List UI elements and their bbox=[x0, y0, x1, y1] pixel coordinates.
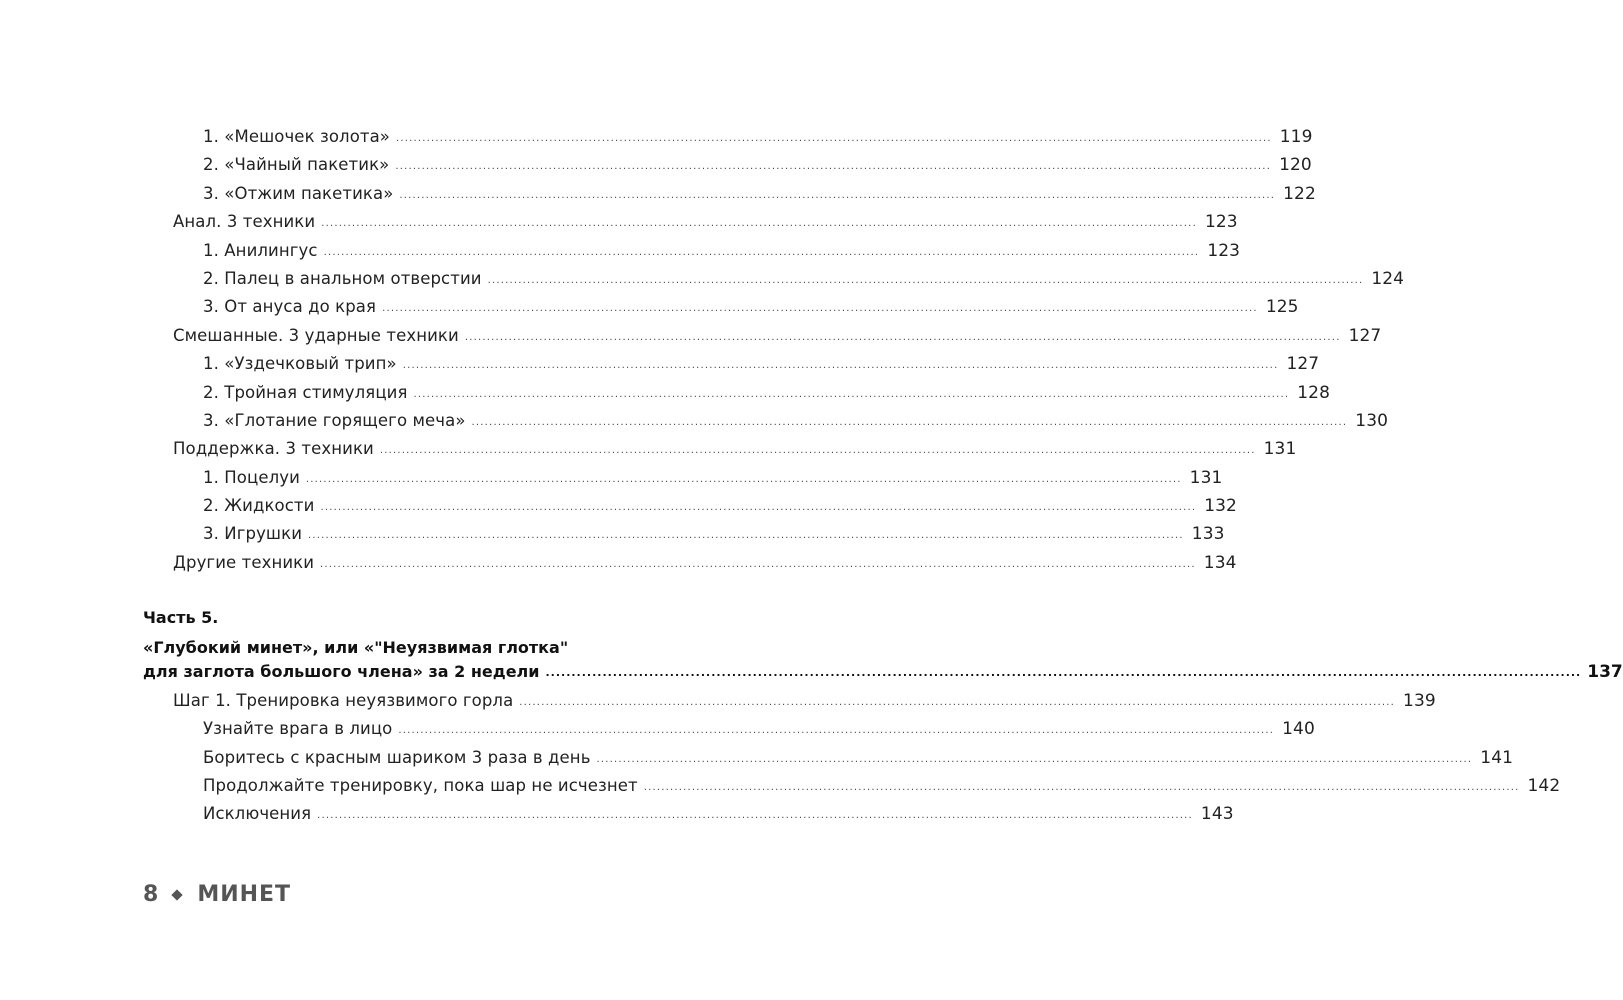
toc-entry-title: Шаг 1. Тренировка неуязвимого горла bbox=[173, 691, 514, 710]
toc-entry-page: 134 bbox=[1203, 553, 1237, 573]
toc-leader-dots: ........................................................................................................................................................................................................ bbox=[308, 530, 1184, 541]
toc-leader-dots: ........................................................................................................................................................................................................ bbox=[382, 303, 1258, 314]
toc-entry bbox=[203, 524, 1225, 550]
toc-leader-dots: ........................................................................................................................................................................................................ bbox=[396, 133, 1272, 144]
toc-entry bbox=[203, 776, 1561, 802]
toc-leader-dots: ........................................................................................................................................................................................................ bbox=[545, 666, 1582, 679]
toc-entry bbox=[203, 297, 1299, 323]
toc-section-entry bbox=[173, 691, 1436, 717]
toc-entry-page: 127 bbox=[1348, 326, 1382, 346]
toc-entry-title: Исключения bbox=[203, 804, 312, 823]
toc-entry-page: 125 bbox=[1265, 297, 1299, 317]
toc-entry-page: 122 bbox=[1283, 184, 1316, 204]
toc-leader-dots: ........................................................................................................................................................................................................ bbox=[399, 190, 1276, 201]
toc-leader-dots: ........................................................................................................................................................................................................ bbox=[379, 445, 1256, 456]
toc-leader-dots: ........................................................................................................................................................................................................ bbox=[395, 161, 1272, 172]
toc-leader-dots: ........................................................................................................................................................................................................ bbox=[402, 360, 1279, 371]
toc-entry bbox=[203, 184, 1316, 210]
toc-section-entry bbox=[173, 212, 1238, 238]
toc-entry-title: Поддержка. 3 техники bbox=[173, 439, 374, 458]
toc-entry-page: 120 bbox=[1279, 155, 1312, 175]
toc-leader-dots: ........................................................................................................................................................................................................ bbox=[305, 474, 1182, 485]
page-number: 8 bbox=[143, 882, 160, 907]
toc-entry-page: 143 bbox=[1200, 804, 1234, 824]
running-title: МИНЕТ bbox=[197, 882, 292, 907]
toc-entry-title: 3. Игрушки bbox=[203, 524, 303, 543]
toc-entry-title: Узнайте врага в лицо bbox=[203, 719, 393, 738]
toc-section-entry bbox=[173, 326, 1382, 352]
toc-entry-page: 124 bbox=[1371, 269, 1405, 289]
toc-entry-title: 2. «Чайный пакетик» bbox=[203, 155, 390, 174]
toc-entry bbox=[203, 411, 1389, 437]
toc-entry-page: 140 bbox=[1282, 719, 1315, 739]
toc-entry-title: Анал. 3 техники bbox=[173, 212, 316, 231]
toc-leader-dots: ........................................................................................................................................................................................................ bbox=[487, 275, 1364, 286]
toc-leader-dots: ........................................................................................................................................................................................................ bbox=[320, 559, 1196, 570]
toc-entry bbox=[203, 748, 1514, 774]
part-title-line1: «Глубокий минет», или «"Неуязвимая глотка" bbox=[143, 638, 569, 657]
toc-entry-title: 1. Анилингус bbox=[203, 241, 318, 260]
toc-leader-dots: ........................................................................................................................................................................................................ bbox=[398, 725, 1275, 736]
toc-entry-page: 139 bbox=[1403, 691, 1436, 711]
toc-entry bbox=[203, 127, 1313, 153]
toc-entry-page: 131 bbox=[1189, 468, 1223, 488]
toc-leader-dots: ........................................................................................................................................................................................................ bbox=[519, 697, 1396, 708]
toc-entry-title: 3. От ануса до края bbox=[203, 297, 377, 316]
toc-entry bbox=[203, 269, 1405, 295]
toc-entry-page: 123 bbox=[1207, 241, 1241, 261]
toc-entry-page: 133 bbox=[1191, 524, 1225, 544]
toc-leader-dots: ........................................................................................................................................................................................................ bbox=[320, 502, 1197, 513]
toc-entry-title: Смешанные. 3 ударные техники bbox=[173, 326, 459, 345]
page-footer bbox=[143, 882, 291, 907]
toc-entry-title: Боритесь с красным шариком 3 раза в день bbox=[203, 748, 591, 767]
toc-entry-page: 128 bbox=[1297, 383, 1330, 403]
toc-section-entry bbox=[173, 439, 1297, 465]
toc-leader-dots: ........................................................................................................................................................................................................ bbox=[413, 389, 1290, 400]
toc-entry bbox=[203, 496, 1237, 522]
toc-entry-page: 141 bbox=[1480, 748, 1514, 768]
toc-entry bbox=[203, 241, 1241, 267]
part-page: 137 bbox=[1587, 662, 1623, 682]
toc-entry-page: 131 bbox=[1263, 439, 1297, 459]
toc-entry-title: 1. «Уздечковый трип» bbox=[203, 354, 397, 373]
toc-leader-dots: ........................................................................................................................................................................................................ bbox=[596, 754, 1473, 765]
toc-entry-title: 2. Жидкости bbox=[203, 496, 315, 515]
toc-leader-dots: ........................................................................................................................................................................................................ bbox=[317, 810, 1193, 821]
toc-entry-title: 2. Тройная стимуляция bbox=[203, 383, 408, 402]
part-label: Часть 5. bbox=[143, 608, 219, 627]
toc-leader-dots: ........................................................................................................................................................................................................ bbox=[323, 247, 1200, 258]
toc-leader-dots: ........................................................................................................................................................................................................ bbox=[464, 332, 1341, 343]
toc-entry-page: 132 bbox=[1204, 496, 1237, 516]
toc-entry bbox=[203, 468, 1223, 494]
toc-entry-page: 130 bbox=[1355, 411, 1389, 431]
toc-entry-title: Продолжайте тренировку, пока шар не исчезнет bbox=[203, 776, 638, 795]
toc-entry-page: 123 bbox=[1204, 212, 1238, 232]
toc-entry-page: 119 bbox=[1279, 127, 1313, 147]
toc-entry-title: 2. Палец в анальном отверстии bbox=[203, 269, 482, 288]
part-title-line2 bbox=[143, 662, 1623, 682]
toc-entry-title: 1. «Мешочек золота» bbox=[203, 127, 391, 146]
toc-entry-title: Другие техники bbox=[173, 553, 315, 572]
toc-entry bbox=[203, 354, 1320, 380]
toc-entry bbox=[203, 719, 1315, 745]
toc-leader-dots: ........................................................................................................................................................................................................ bbox=[321, 218, 1197, 229]
toc-section-entry bbox=[173, 553, 1237, 579]
toc-entry-title: 3. «Глотание горящего меча» bbox=[203, 411, 466, 430]
diamond-icon bbox=[172, 889, 183, 900]
toc-entry bbox=[203, 155, 1312, 181]
toc-entry bbox=[203, 804, 1234, 830]
toc-entry-page: 127 bbox=[1286, 354, 1320, 374]
toc-leader-dots: ........................................................................................................................................................................................................ bbox=[643, 782, 1520, 793]
part-title-text: для заглота большого члена» за 2 недели bbox=[143, 662, 540, 681]
toc-entry bbox=[203, 383, 1330, 409]
toc-entry-title: 1. Поцелуи bbox=[203, 468, 300, 487]
toc-entry-page: 142 bbox=[1527, 776, 1561, 796]
toc-entry-title: 3. «Отжим пакетика» bbox=[203, 184, 394, 203]
toc-leader-dots: ........................................................................................................................................................................................................ bbox=[471, 417, 1348, 428]
